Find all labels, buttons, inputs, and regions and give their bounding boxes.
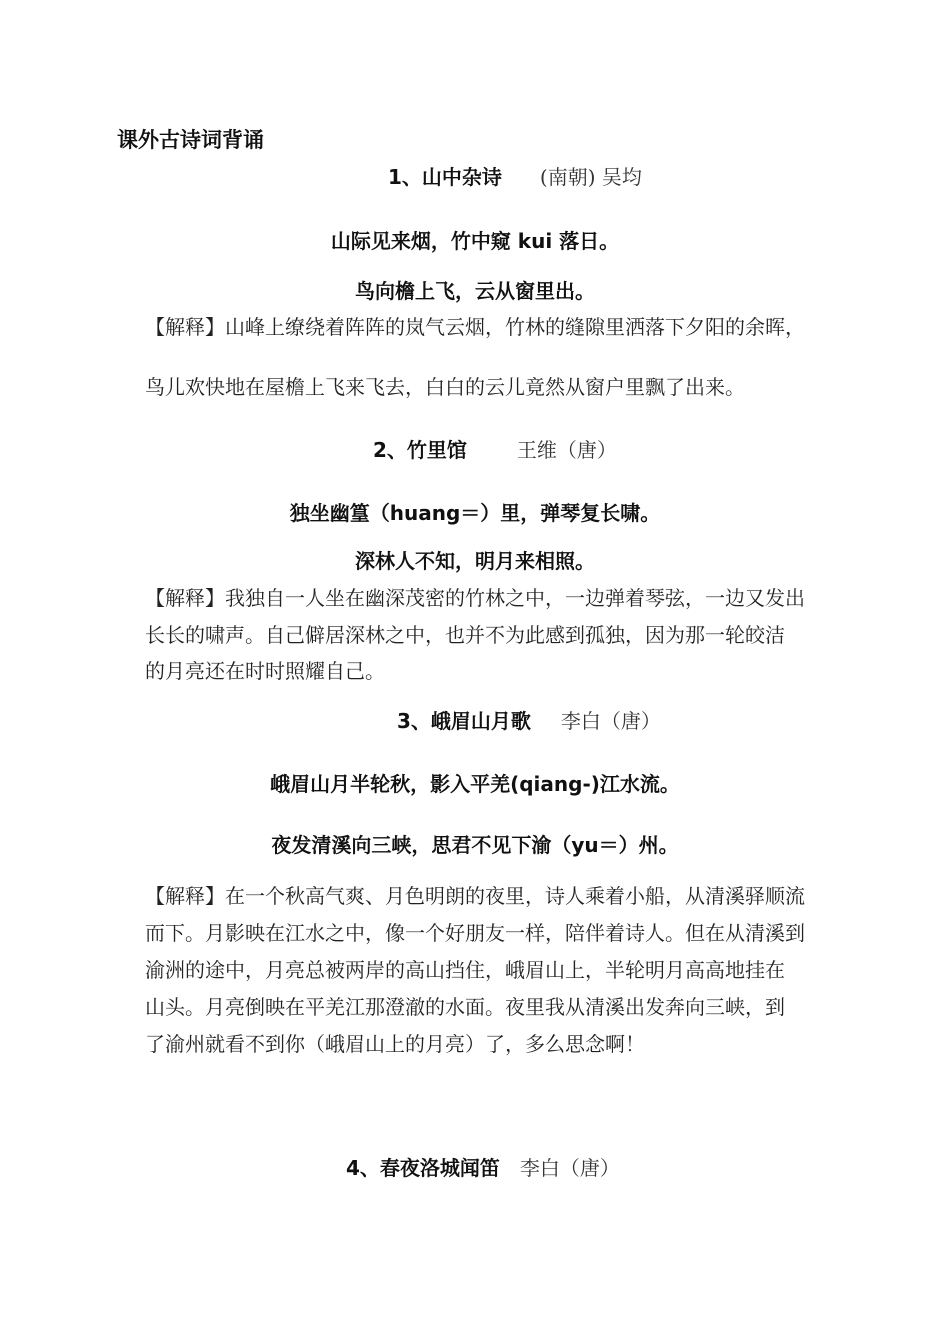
explanation-line: 【解释】我独自一人坐在幽深茂密的竹林之中，一边弹着琴弦，一边又发出: [145, 586, 805, 610]
poem-author: (南朝) 吴均: [539, 165, 642, 189]
poem-title: [388, 161, 642, 190]
explanation-line: 【解释】山峰上缭绕着阵阵的岚气云烟，竹林的缝隙里洒落下夕阳的余晖，: [145, 315, 805, 339]
poem-line: 峨眉山月半轮秋，影入平羌(qiang-)江水流。: [270, 772, 680, 796]
poem-title: [346, 1152, 620, 1181]
document-title: 课外古诗词背诵: [117, 128, 264, 152]
poem-line: 鸟向檐上飞，云从窗里出。: [355, 279, 595, 303]
poem-line: 山际见来烟，竹中窥 kui 落日。: [330, 229, 620, 253]
poem-author: 王维（唐）: [516, 438, 617, 462]
poem-line: 独坐幽篁（huang＝）里，弹琴复长啸。: [289, 501, 661, 525]
explanation-line: 【解释】在一个秋高气爽、月色明朗的夜里，诗人乘着小船，从清溪驿顺流: [145, 884, 805, 908]
poem-author: 李白（唐）: [519, 1156, 620, 1180]
explanation-line: 而下。月影映在江水之中，像一个好朋友一样，陪伴着诗人。但在从清溪到: [145, 921, 805, 945]
poem-number-title: 4、春夜洛城闻笛: [346, 1156, 500, 1180]
explanation-line: 山头。月亮倒映在平羌江那澄澈的水面。夜里我从清溪出发奔向三峡，到: [145, 995, 785, 1019]
explanation-line: 鸟儿欢快地在屋檐上飞来飞去，白白的云儿竟然从窗户里飘了出来。: [145, 375, 745, 399]
poem-number-title: 3、峨眉山月歌: [397, 709, 531, 733]
poem-title: [397, 705, 661, 734]
explanation-line: 渝洲的途中，月亮总被两岸的高山挡住，峨眉山上，半轮明月高高地挂在: [145, 958, 785, 982]
explanation-line: 长长的啸声。自己僻居深林之中，也并不为此感到孤独，因为那一轮皎洁: [145, 623, 785, 647]
explanation-line: 了渝州就看不到你（峨眉山上的月亮）了，多么思念啊！: [145, 1032, 645, 1056]
poem-line: 夜发清溪向三峡，思君不见下渝（yu＝）州。: [271, 833, 679, 857]
poem-number-title: 2、竹里馆: [373, 438, 467, 462]
poem-number-title: 1、山中杂诗: [388, 165, 502, 189]
poem-title: [373, 434, 617, 463]
poem-author: 李白（唐）: [560, 709, 661, 733]
explanation-line: 的月亮还在时时照耀自己。: [145, 659, 385, 683]
poem-line: 深林人不知，明月来相照。: [355, 549, 595, 573]
